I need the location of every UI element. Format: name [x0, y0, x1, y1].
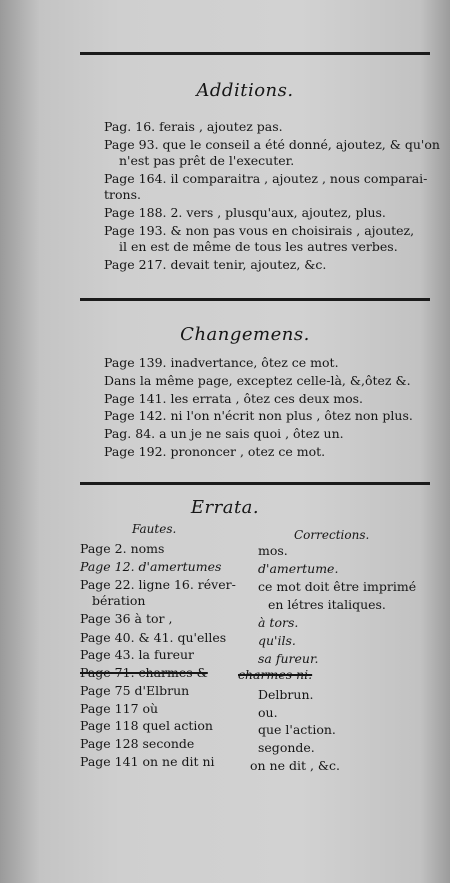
changemens-heading: Changemens.	[180, 324, 310, 345]
errata-correction: ce mot doit être imprimé	[258, 579, 417, 594]
additions-line: il en est de même de tous les autres verbes.	[119, 239, 398, 254]
errata-correction: segonde.	[258, 740, 315, 755]
errata-fault: Page 12. d'amertumes	[80, 559, 222, 574]
additions-line: Page 93. que le conseil a été donné, ajoutez, & qu'on	[104, 137, 440, 152]
errata-fault: Page 40. & 41. qu'elles	[80, 630, 227, 645]
errata-correction: à tors.	[258, 615, 299, 630]
errata-fault: Page 128 seconde	[80, 736, 195, 751]
errata-fault: bération	[92, 593, 146, 608]
section-rule	[80, 298, 430, 301]
additions-line: trons.	[104, 187, 141, 202]
errata-correction: qu'ils.	[258, 633, 296, 648]
errata-fault: Page 75 d'Elbrun	[80, 683, 190, 698]
changemens-line: Page 141. les errata , ôtez ces deux mos.	[104, 391, 363, 406]
additions-line: n'est pas prêt de l'executer.	[119, 153, 295, 168]
additions-line: Pag. 16. ferais , ajoutez pas.	[104, 119, 283, 134]
additions-line: Page 164. il comparaitra , ajoutez , nous comparai-	[104, 171, 428, 186]
section-rule	[80, 482, 430, 485]
errata-fault: Page 117 où	[80, 701, 159, 716]
errata-correction: que l'action.	[258, 722, 336, 737]
additions-line: Page 217. devait tenir, ajoutez, &c.	[104, 257, 327, 272]
errata-fault: Page 43. la fureur	[80, 647, 195, 662]
errata-correction: sa fureur.	[258, 651, 319, 666]
errata-correction-struck: charmes ni.	[238, 667, 313, 682]
changemens-line: Dans la même page, exceptez celle-là, &,ôtez &.	[104, 373, 411, 388]
errata-fault: Page 141 on ne dit ni	[80, 754, 215, 769]
errata-correction: d'amertume.	[258, 561, 339, 576]
errata-fault: Page 22. ligne 16. réver-	[80, 577, 236, 592]
additions-line: Page 188. 2. vers , plusqu'aux, ajoutez, plus.	[104, 205, 386, 220]
changemens-line: Page 142. ni l'on n'écrit non plus , ôtez non plus.	[104, 408, 413, 423]
errata-correction: mos.	[258, 543, 288, 558]
errata-fault: Page 118 quel action	[80, 718, 213, 733]
changemens-line: Page 139. inadvertance, ôtez ce mot.	[104, 355, 339, 370]
errata-heading: Errata.	[190, 497, 260, 518]
errata-fault: Page 36 à tor ,	[80, 611, 173, 626]
errata-correction: on ne dit , &c.	[250, 758, 341, 773]
errata-fault: Page 2. noms	[80, 541, 165, 556]
additions-heading: Additions.	[196, 80, 294, 101]
errata-correction: Delbrun.	[258, 687, 314, 702]
corrections-column-header: Corrections.	[294, 528, 370, 542]
additions-line: Page 193. & non pas vous en choisirais , ajoutez,	[104, 223, 415, 238]
errata-correction: ou.	[258, 705, 278, 720]
top-rule	[80, 52, 430, 55]
fautes-column-header: Fautes.	[132, 522, 177, 536]
changemens-line: Pag. 84. a un je ne sais quoi , ôtez un.	[104, 426, 344, 441]
errata-fault-struck: Page 71. charmes &	[80, 665, 208, 680]
errata-correction: en létres italiques.	[268, 597, 386, 612]
changemens-line: Page 192. prononcer , otez ce mot.	[104, 444, 326, 459]
